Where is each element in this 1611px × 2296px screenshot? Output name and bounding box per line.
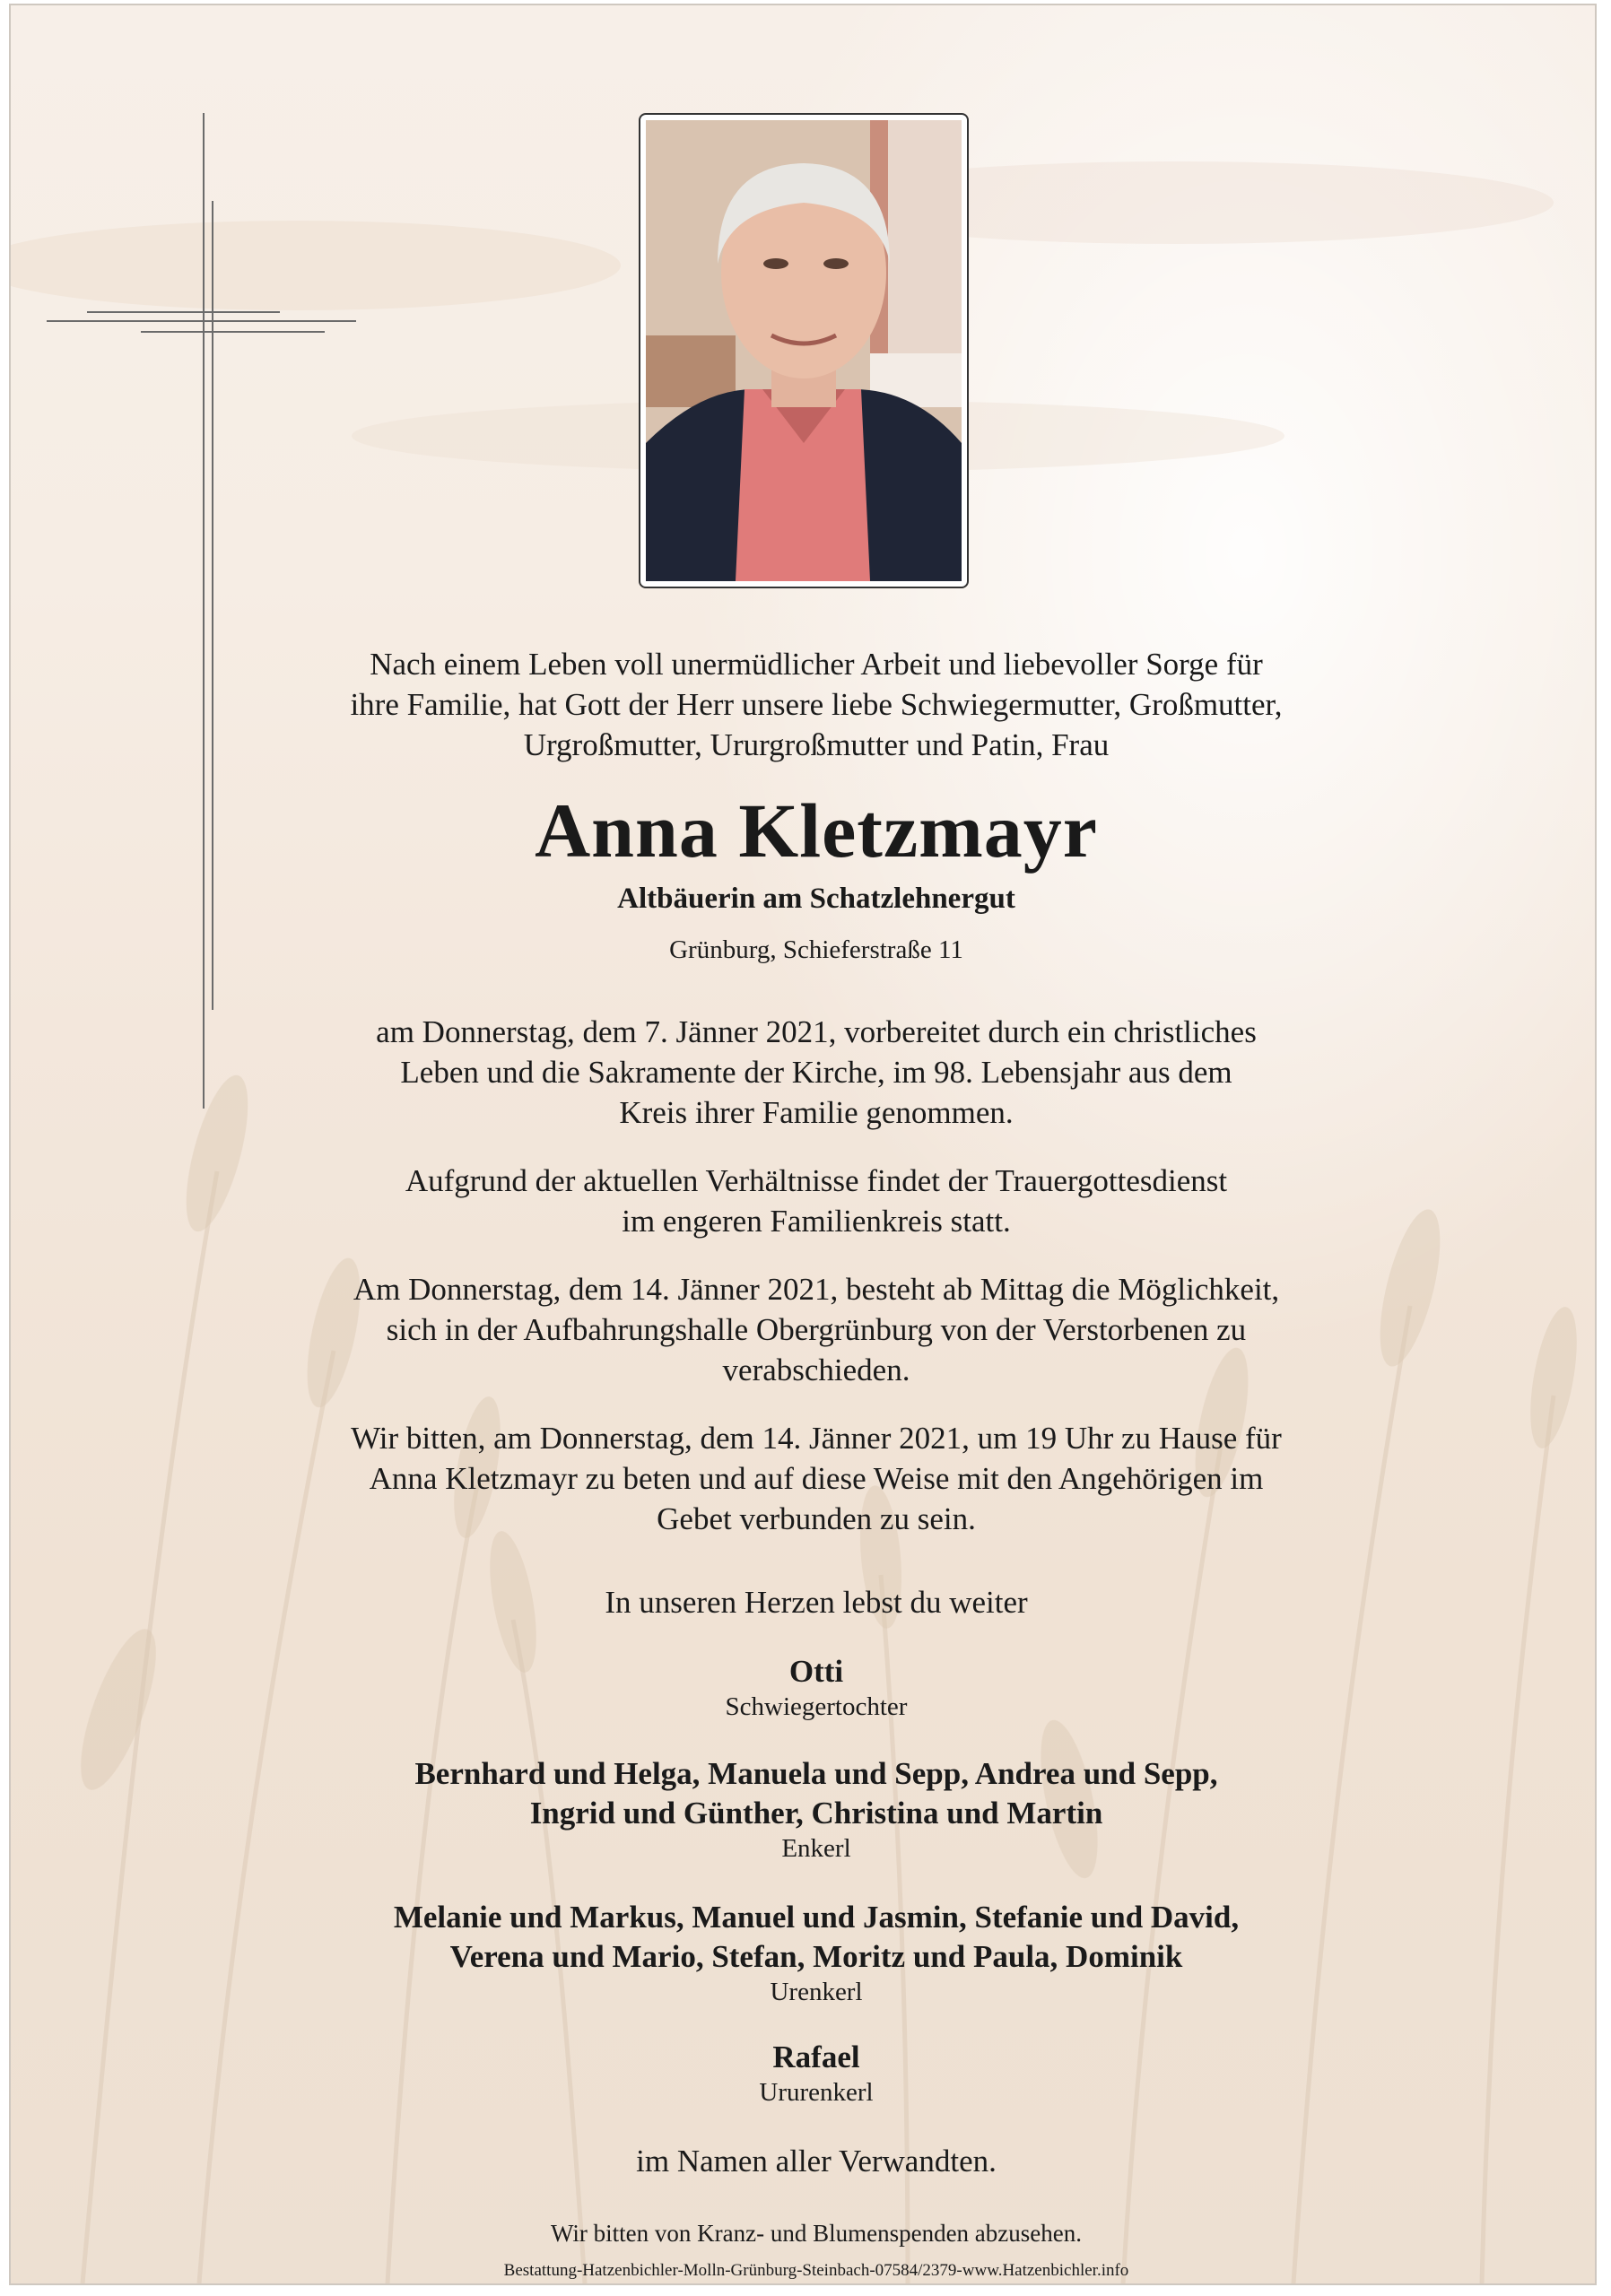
donation-notice: Wir bitten von Kranz- und Blumenspenden abzusehen. — [551, 2220, 1082, 2247]
paragraph-line: Wir bitten, am Donnerstag, dem 14. Jänner 2021, um 19 Uhr zu Hause für — [351, 1421, 1282, 1456]
family-names: Rafael — [772, 2039, 860, 2074]
intro-line: Nach einem Leben voll unermüdlicher Arbeit und liebevoller Sorge für — [370, 647, 1263, 682]
paragraph-line: Am Donnerstag, dem 14. Jänner 2021, besteht ab Mittag die Möglichkeit, — [353, 1272, 1280, 1307]
portrait-photo — [639, 113, 969, 588]
obituary-page — [9, 4, 1597, 2285]
paragraph-line: im engeren Familienkreis statt. — [622, 1204, 1011, 1239]
paragraph-line: am Donnerstag, dem 7. Jänner 2021, vorbereitet durch ein christliches — [376, 1014, 1257, 1049]
paragraph-line: Leben und die Sakramente der Kirche, im 98. Lebensjahr aus dem — [400, 1055, 1232, 1090]
service-paragraph — [190, 1161, 1442, 1241]
family-names-line: Verena und Mario, Stefan, Moritz und Paula, Dominik — [449, 1939, 1183, 1974]
closing-text: im Namen aller Verwandten. — [636, 2144, 997, 2179]
family-names-line: Bernhard und Helga, Manuela und Sepp, Andrea und Sepp, — [414, 1756, 1218, 1791]
family-names-line: Ingrid und Günther, Christina und Martin — [529, 1796, 1103, 1831]
deceased-address: Grünburg, Schieferstraße 11 — [669, 935, 963, 964]
prayer-paragraph — [190, 1418, 1442, 1539]
deceased-role: Altbäuerin am Schatzlehnergut — [617, 883, 1015, 915]
family-names — [190, 1754, 1442, 1833]
motto-text: In unseren Herzen lebst du weiter — [605, 1585, 1028, 1620]
family-names — [190, 1898, 1442, 1977]
paragraph-line: Kreis ihrer Familie genommen. — [619, 1095, 1014, 1130]
family-relation: Urenkerl — [770, 1978, 863, 2006]
portrait-image — [646, 120, 962, 581]
intro-text — [190, 644, 1442, 765]
family-names: Otti — [788, 1654, 844, 1689]
paragraph-line: Aufgrund der aktuellen Verhältnisse findet der Trauergottesdienst — [405, 1163, 1228, 1198]
family-relation: Schwiegertochter — [725, 1692, 908, 1721]
funeral-home-imprint: Bestattung-Hatzenbichler-Molln-Grünburg-Steinbach-07584/2379-www.Hatzenbichler.info — [503, 2261, 1129, 2280]
paragraph-line: Gebet verbunden zu sein. — [657, 1501, 976, 1536]
paragraph-line: Anna Kletzmayr zu beten und auf diese Weise mit den Angehörigen im — [369, 1461, 1264, 1496]
intro-line: ihre Familie, hat Gott der Herr unsere liebe Schwiegermutter, Großmutter, — [350, 687, 1283, 722]
family-relation: Enkerl — [781, 1834, 851, 1863]
family-relation: Ururenkerl — [759, 2078, 874, 2107]
intro-line: Urgroßmutter, Ururgroßmutter und Patin, Frau — [523, 727, 1110, 762]
viewing-paragraph — [190, 1269, 1442, 1390]
deceased-name: Anna Kletzmayr — [535, 787, 1098, 874]
death-notice-paragraph — [190, 1012, 1442, 1133]
paragraph-line: sich in der Aufbahrungshalle Obergrünburg von der Verstorbenen zu — [386, 1312, 1247, 1347]
family-names-line: Melanie und Markus, Manuel und Jasmin, Stefanie und David, — [393, 1900, 1240, 1935]
paragraph-line: verabschieden. — [722, 1352, 910, 1387]
